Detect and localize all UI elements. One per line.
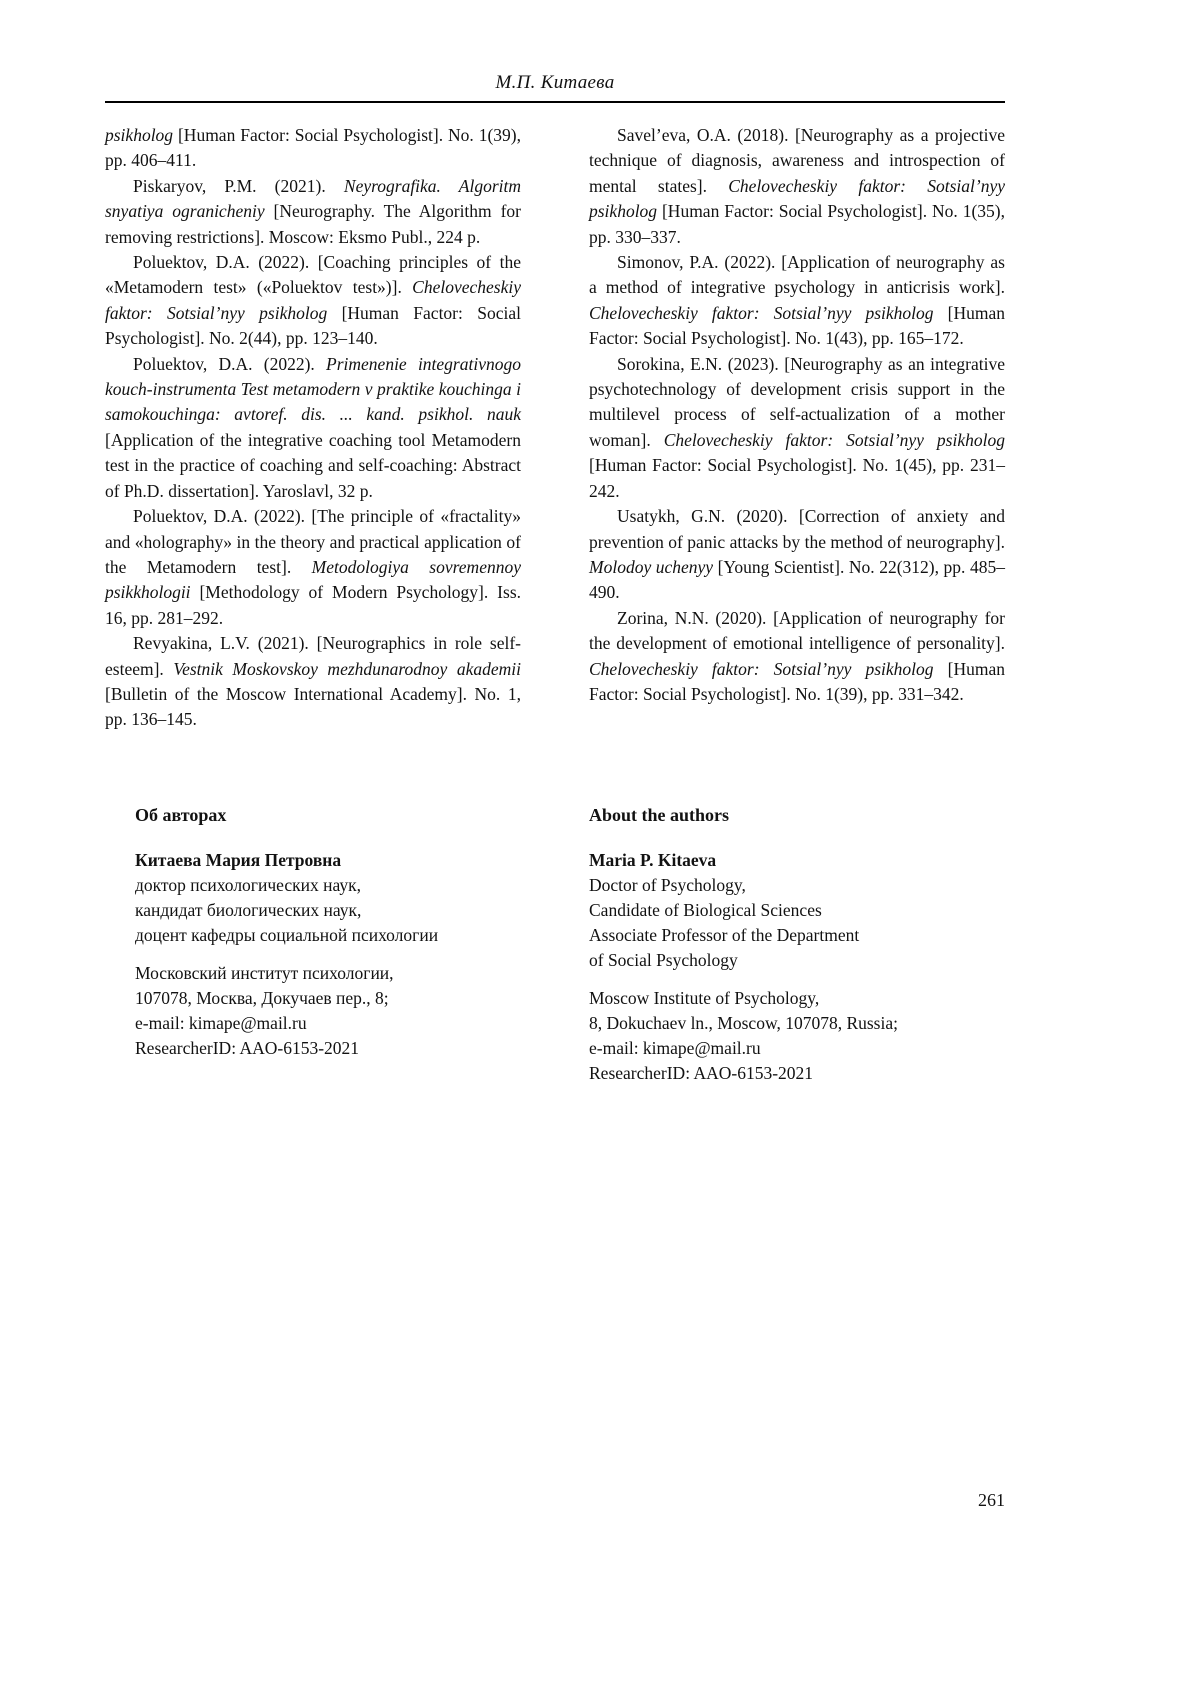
reference-text: [Human Factor: Social Psychologist]. No. 2(44), pp. 123–140. xyxy=(105,302,521,349)
reference-text: [Human Factor: Social Psychologist]. No. 1(39), pp. 331–342. xyxy=(589,658,1005,704)
reference-entry xyxy=(105,174,521,250)
reference-source-italic: Metodologiya sovremennoy psikkhologii xyxy=(105,556,521,603)
author-affiliation-line: Moscow Institute of Psychology, xyxy=(589,987,820,1008)
author-title-line: Doctor of Psychology, xyxy=(589,874,746,895)
reference-entry xyxy=(589,504,1005,606)
reference-text: Revyakina, L.V. (2021). [Neurographics in role self-esteem]. xyxy=(105,633,521,679)
author-title-line: доцент кафедры социальной психологии xyxy=(135,924,439,945)
about-authors-ru xyxy=(105,805,521,1086)
running-head: М.П. Китаева xyxy=(495,72,615,93)
reference-text: Poluektov, D.A. (2022). xyxy=(133,353,327,374)
reference-text: [Neurography. The Algorithm for removing restrictions]. Moscow: Eksmo Publ., 224 p. xyxy=(105,201,522,247)
author-affiliation-line: e-mail: kimape@mail.ru xyxy=(589,1037,761,1058)
author-title-line: Associate Professor of the Department xyxy=(589,924,860,945)
author-affiliation-line: ResearcherID: AAO-6153-2021 xyxy=(135,1037,360,1058)
author-affiliation-line: 8, Dokuchaev ln., Moscow, 107078, Russia; xyxy=(589,1012,898,1033)
reference-text: [Human Factor: Social Psychologist]. No. 1(45), pp. 231–242. xyxy=(589,455,1005,501)
reference-entry xyxy=(105,250,521,352)
reference-text: [Human Factor: Social Psychologist]. No. 1(39), pp. 406–411. xyxy=(105,125,521,171)
reference-source-italic: Chelovecheskiy faktor: Sotsial’nyy psikholog xyxy=(663,429,1005,450)
reference-text: Savel’eva, O.A. (2018). [Neurography as a projective technique of diagnosis, awareness and introspection of mental states]. xyxy=(589,125,1005,196)
page-number: 261 xyxy=(978,1490,1005,1510)
reference-source-italic: Chelovecheskiy faktor: Sotsial’nyy psikholog xyxy=(589,302,948,323)
reference-source-italic: Chelovecheskiy faktor: Sotsial’nyy psikholog xyxy=(589,175,1006,222)
reference-text: [Application of the integrative coaching tool Metamodern test in the practice of coaching and self-coaching: Abstract of Ph.D. dissertation]. Yaroslavl, 32 p. xyxy=(105,429,521,501)
reference-entry xyxy=(105,631,521,733)
reference-text: [Human Factor: Social Psychologist]. No. 1(35), pp. 330–337. xyxy=(589,201,1005,247)
author-affiliation-ru xyxy=(135,961,521,1061)
reference-entry xyxy=(589,250,1005,352)
author-name-en: Maria P. Kitaeva xyxy=(589,849,717,870)
reference-text: Poluektov, D.A. (2022). [Coaching principles of the «Metamodern test» («Poluektov test»)]. xyxy=(105,252,521,298)
header-rule xyxy=(105,101,1005,103)
author-affiliation-line: e-mail: kimape@mail.ru xyxy=(135,1012,307,1033)
reference-source-italic: Neyrografika. Algoritm snyatiya ogranicheniy xyxy=(105,175,522,222)
reference-source-italic: Chelovecheskiy faktor: Sotsial’nyy psikholog xyxy=(589,658,948,679)
reference-text: Usatykh, G.N. (2020). [Correction of anxiety and prevention of panic attacks by the method of neurography]. xyxy=(589,506,1005,552)
author-titles-en xyxy=(589,873,1005,973)
reference-text: [Bulletin of the Moscow International Academy]. No. 1, pp. 136–145. xyxy=(105,683,521,730)
reference-text: Poluektov, D.A. (2022). [The principle of «fractality» and «holography» in the theory and practical application of the Metamodern test]. xyxy=(105,506,521,577)
about-authors-heading-ru: Об авторах xyxy=(135,804,227,825)
about-authors-heading-en: About the authors xyxy=(589,804,730,825)
reference-text: Zorina, N.N. (2020). [Application of neurography for the development of emotional intelligence of personality]. xyxy=(589,607,1005,654)
reference-entry xyxy=(105,123,521,174)
reference-entry xyxy=(589,606,1005,708)
author-affiliation-line: Московский институт психологии, xyxy=(135,962,394,983)
author-title-line: of Social Psychology xyxy=(589,949,738,970)
author-title-line: кандидат биологических наук, xyxy=(135,899,362,920)
about-authors-en xyxy=(589,805,1005,1086)
reference-entry xyxy=(105,504,521,631)
reference-text: [Young Scientist]. No. 22(312), pp. 485–490. xyxy=(589,556,1005,603)
page-content xyxy=(105,0,1005,1086)
reference-text: Sorokina, E.N. (2023). [Neurography as an integrative psychotechnology of development crisis support in the multilevel process of self-actualization of a mother woman]. xyxy=(589,353,1005,450)
reference-entry xyxy=(589,123,1005,250)
reference-text: Simonov, P.A. (2022). [Application of neurography as a method of integrative psychology in anticrisis work]. xyxy=(589,252,1005,298)
author-affiliation-en xyxy=(589,986,1005,1086)
author-affiliation-line: ResearcherID: AAO-6153-2021 xyxy=(589,1062,814,1083)
references-section xyxy=(105,123,1005,733)
author-affiliation-line: 107078, Москва, Докучаев пер., 8; xyxy=(135,987,389,1008)
reference-text: [Human Factor: Social Psychologist]. No. 1(43), pp. 165–172. xyxy=(589,302,1005,349)
reference-entry xyxy=(105,352,521,504)
about-authors-section xyxy=(105,805,1005,1086)
reference-source-italic: Vestnik Moskovskoy mezhdunarodnoy akademii xyxy=(173,658,521,679)
reference-entry xyxy=(589,352,1005,504)
references-column-left xyxy=(105,123,521,733)
reference-source-italic: Primenenie integrativnogo kouch-instrumenta Test metamodern v praktike kouchinga i samokouchinga: avtoref. dis. ... kand. psikhol. nauk xyxy=(105,353,521,425)
author-title-line: доктор психологических наук, xyxy=(135,874,361,895)
author-name-ru: Китаева Мария Петровна xyxy=(135,849,342,870)
reference-source-italic: psikholog xyxy=(105,125,178,145)
references-column-right xyxy=(589,123,1005,733)
reference-text: Piskaryov, P.M. (2021). xyxy=(133,175,344,196)
author-title-line: Candidate of Biological Sciences xyxy=(589,899,822,920)
reference-source-italic: Chelovecheskiy faktor: Sotsial’nyy psikholog xyxy=(105,277,521,323)
reference-source-italic: Molodoy uchenyy xyxy=(589,556,718,577)
reference-text: [Methodology of Modern Psychology]. Iss. 16, pp. 281–292. xyxy=(105,582,522,628)
author-titles-ru xyxy=(135,873,521,948)
